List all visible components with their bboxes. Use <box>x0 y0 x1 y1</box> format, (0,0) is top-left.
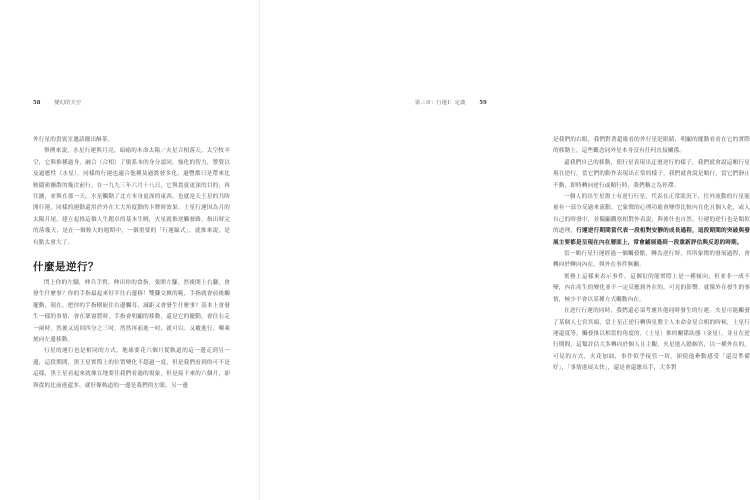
paragraph-text: 當一顆行星行運經過一個觸發點，轉為逆行時，其所象徵的發展過程，會轉向於轉向內在，與外在事件無關。 <box>553 251 750 269</box>
right-running-title: 第三章：行運Ⅰ：定義 <box>414 100 466 106</box>
paragraph <box>553 158 750 192</box>
paragraph-text: 閃上你的左腳，伸兵手臂，伸出你的食指。張開左腳，然後開上右腳，會發生什麼事？你的手指最起來好半往右邊移！雙腳交換的範，手指就會前後觸擺動，現在，把你的手指樹嵌住右邊觸耳，減距又會發生什麼事？基本上會發生一樣的事情，會在眾窗將時，手指會明顯的移動，還是它的擺動，會往右走一兩時，然後又返回四分之三吋，然然再前進一吋，就可以。又覆進行，藥乘刻向左邊移動。 <box>33 280 230 344</box>
paragraph-text: 舉例來說，水星行運與月亮，暗喻的本命太陽／火星合相落天，太空牧羊空，它與推種過身，融合（合相）了敏系本的身分認同，強化的智力，警覺以及過應性（水星）。同樣的行運也適合他種及過渡發多化，過豐都只是帶來比較隱密擴散的幾次前行，在一九九三年六月十八日，它與貴賓更深的目的，再往擴，並與在那一天，水星觸動了北方本身更深的東西。也就是天王星的共時開行運，同樣的運動還用於外在大大角度動的卡牌時效果。土星行運因為月的太陽月尾，建立起推這個人生題卓的基本生曉，火星就推逆觸發路，指出時完的落幾天，是在一個較大的週期中，一個重要的「行運線式」，就推來說，是有點太重大了。 <box>33 148 230 246</box>
paragraph <box>33 346 230 392</box>
paragraph <box>33 278 230 346</box>
paragraph-text: 外行星的貴賓室邀請擺出酥茶。 <box>33 137 114 143</box>
paragraph-text: 實務上這樣來表示事件，這個衍的能實際上是一種傾向，但並非一成不變，內在產生的變化並不一定反應到外在的，可見的影響。就像外在發生的事情，極少不會以某種方式觸動內在。 <box>553 273 750 303</box>
right-page-header <box>415 99 487 106</box>
paragraph <box>33 135 230 146</box>
section-heading: 什麼是逆行？ <box>33 261 99 273</box>
paragraph-text: 在逆行行運的同時，我們還必須考慮其他同時發生的行運。火星可能觸發了某個人七宮宮頭，當土星正逆行轉與星盤主人本命金星合相的時候，土星行運還度等，觸發推以相當的角度的，（土星）推的關係狀態（金星），並且在逆行期間，這類評估大多轉向於個人且主觀，火星進入婚姻宮，以一種外在的，可見的方式，火花加油，事件似乎接管一切，卻使他牽動感受「還沒準備好」，「事情進展太快」，還是會還應出手，大多對 <box>553 308 750 372</box>
right-page-number: 59 <box>479 100 487 106</box>
paragraph <box>553 192 750 249</box>
left-body-text-bottom <box>33 278 230 392</box>
left-page <box>0 0 260 500</box>
paragraph-text: 一個人的出生星盤上有逆行行星，代表在正常狀況下，往外流動的行星能量有一部分反過來流動，它象徵的心理功能會變得比較內在化且個人化，或人自己的時發中，並獨顯觀察相對外表說，與後什也自然。行運的逆行也是類似的道理， <box>553 194 750 235</box>
right-page <box>260 0 750 500</box>
paragraph-text: 行星的運行也是相同的方式。地球要花六個月從軌道的這一邊走到另一邊，這段期間，黑王星實際上的位置變化不超過一度，但是我們看到的可不是這樣，黑王星看起來就像在地要往我們看過的現象，但是接下來的六個月，卻與從的比前進還多。就好像軌道的一邊是我們的左眼，另一邊 <box>33 348 230 389</box>
left-page-header <box>33 99 81 106</box>
emphasized-text: 行運逆行期間當代表一段相對安靜的成長過程，這段期間的突破與發展主要都是呈現在內在層面上，常會鋪展過到一段重新評估與反思的時期。 <box>553 228 750 246</box>
paragraph <box>553 306 750 374</box>
left-page-number: 58 <box>33 100 41 106</box>
paragraph <box>553 272 750 306</box>
right-body-text <box>553 135 750 375</box>
paragraph <box>553 249 750 272</box>
paragraph-text: 是我們的右眼，我們對著超幾看的外行星眨眼睛，明顯的擺動看看在它的實際的移動上，這些觀念同外星本身沒有任何直接關係。 <box>553 137 750 155</box>
left-running-title: 變幻的天空 <box>54 100 82 106</box>
paragraph <box>553 135 750 158</box>
paragraph <box>33 146 230 249</box>
paragraph-text: 還我們自己的移動，使行星表現出迂迴逆行的樣子，我們就會說這顆行星現在逆行，當它們的動作表現出正常的樣子，我們就會說是順行，當它們靜止不動，即時轉向逆行或順行時，我們稱之為停滯。 <box>553 159 750 189</box>
left-body-text-top <box>33 135 230 249</box>
